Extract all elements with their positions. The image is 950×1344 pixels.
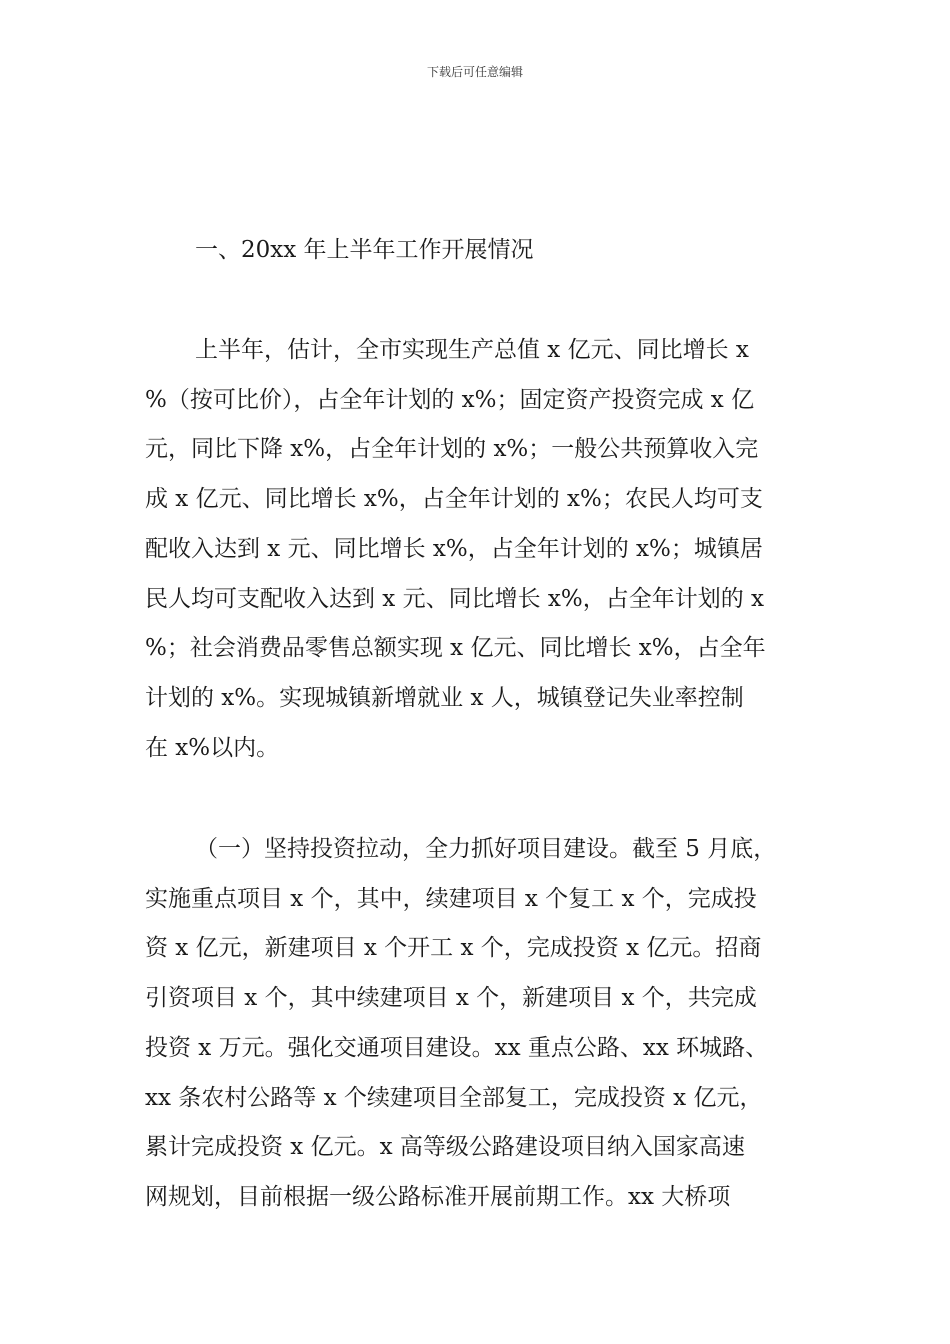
paragraph-line: （一）坚持投资拉动，全力抓好项目建设。截至 5 月底， — [195, 836, 777, 862]
paragraph-line: xx 条农村公路等 x 个续建项目全部复工，完成投资 x 亿元， — [145, 1084, 763, 1111]
section-heading: 一、20xx 年上半年工作开展情况 — [195, 237, 534, 263]
paragraph-line: 网规划，目前根据一级公路标准开展前期工作。xx 大桥项 — [145, 1183, 731, 1210]
paragraph-line: 实施重点项目 x 个，其中，续建项目 x 个复工 x 个，完成投 — [145, 885, 757, 912]
paragraph-line: 累计完成投资 x 亿元。x 高等级公路建设项目纳入国家高速 — [145, 1134, 745, 1161]
paragraph-line: 计划的 x%。实现城镇新增就业 x 人，城镇登记失业率控制 — [145, 684, 744, 711]
paragraph-line: 配收入达到 x 元、同比增长 x%，占全年计划的 x%；城镇居 — [145, 535, 763, 562]
paragraph-line: 元，同比下降 x%，占全年计划的 x%；一般公共预算收入完 — [145, 436, 759, 463]
paragraph-investment-projects — [145, 825, 815, 1223]
paragraph-line: 引资项目 x 个，其中续建项目 x 个，新建项目 x 个，共完成 — [145, 985, 757, 1012]
paragraph-line: 民人均可支配收入达到 x 元、同比增长 x%，占全年计划的 x — [145, 585, 765, 612]
paragraph-line: 投资 x 万元。强化交通项目建设。xx 重点公路、xx 环城路、 — [145, 1034, 769, 1061]
paragraph-line: %；社会消费品零售总额实现 x 亿元、同比增长 x%，占全年 — [145, 635, 766, 662]
paragraph-line: 上半年，估计，全市实现生产总值 x 亿元、同比增长 x — [195, 337, 749, 363]
paragraph-first-half-summary — [145, 326, 815, 773]
paragraph-line: 在 x%以内。 — [145, 734, 280, 761]
paragraph-line: %（按可比价），占全年计划的 x%；固定资产投资完成 x 亿 — [145, 386, 755, 413]
paragraph-line: 资 x 亿元，新建项目 x 个开工 x 个，完成投资 x 亿元。招商 — [145, 935, 762, 962]
paragraph-line: 成 x 亿元、同比增长 x%，占全年计划的 x%；农民人均可支 — [145, 486, 763, 513]
page-header: 下载后可任意编辑 — [426, 65, 523, 79]
